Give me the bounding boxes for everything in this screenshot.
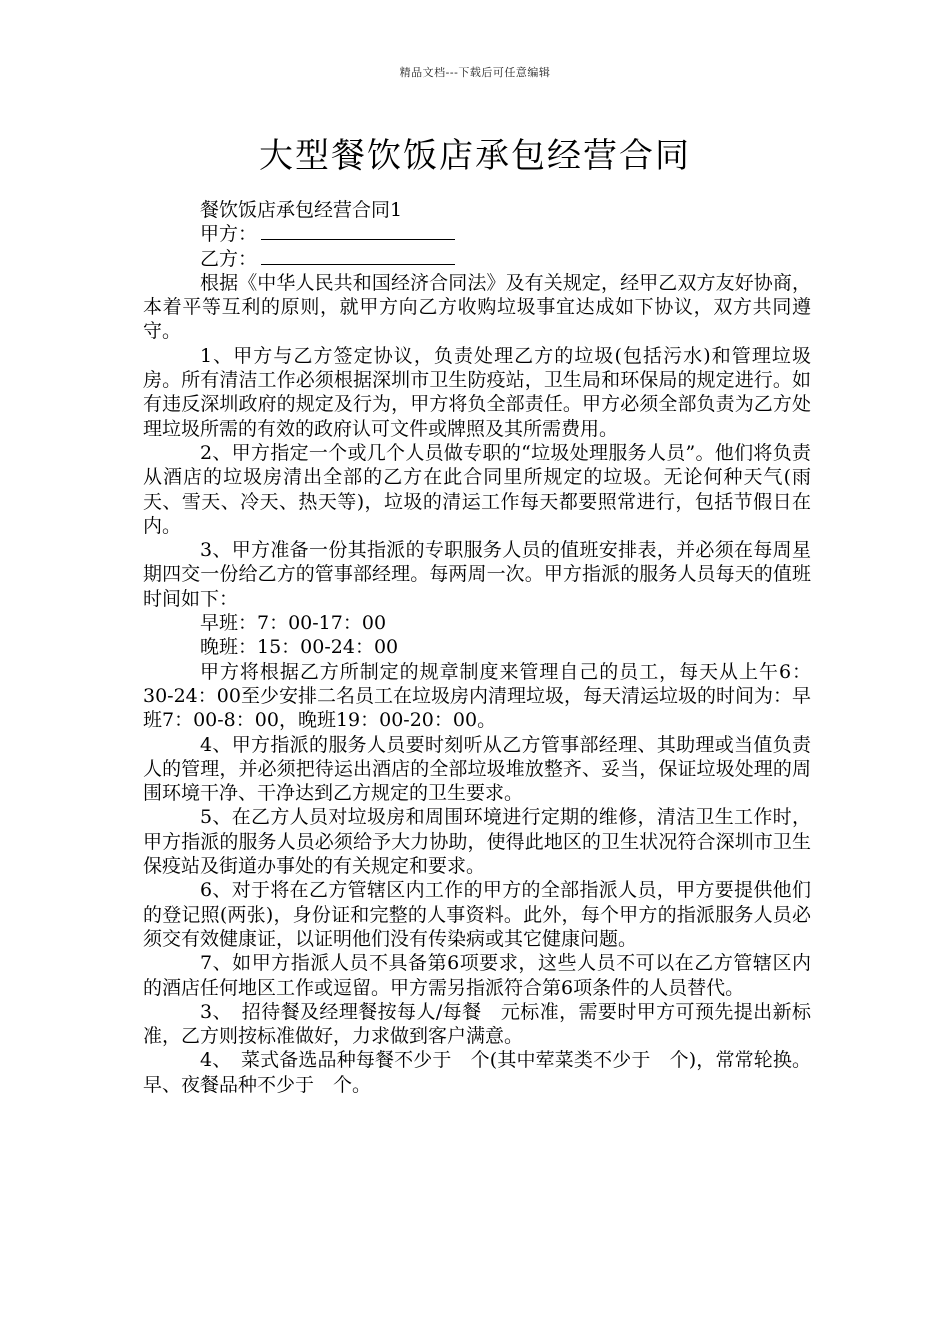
party-a-label: 甲方： [200,223,258,246]
paragraph-2: 2、甲方指定一个或几个人员做专职的“垃圾处理服务人员”。他们将负责从酒店的垃圾房清出全部的乙方在此合同里所规定的垃圾。无论何种天气(雨天、雪天、冷天、热天等)，垃圾的清运工作每天都要照常进行，包括节假日在内。 [143,441,811,537]
document-body [143,198,811,1097]
paragraph-8: 3、 招待餐及经理餐按每人/每餐 元标准，需要时甲方可预先提出新标准，乙方则按标准做好，力求做到客户满意。 [143,1000,811,1048]
party-b-label: 乙方： [200,247,258,270]
shift-evening: 晚班：15：00-24：00 [200,636,399,659]
party-b-line [143,247,811,271]
paragraph-1: 1、甲方与乙方签定协议，负责处理乙方的垃圾(包括污水)和管理垃圾房。所有清洁工作必须根据深圳市卫生防疫站，卫生局和环保局的规定进行。如有违反深圳政府的规定及行为，甲方将负全部责任。甲方必须全部负责为乙方处理垃圾所需的有效的政府认可文件或牌照及其所需费用。 [143,344,811,440]
document-title: 大型餐饮饭店承包经营合同 [259,136,691,176]
header-note: 精品文档---下载后可任意编辑 [399,66,551,79]
paragraph-6: 6、对于将在乙方管辖区内工作的甲方的全部指派人员，甲方要提供他们的登记照(两张)，身份证和完整的人事资料。此外，每个甲方的指派服务人员必须交有效健康证，以证明他们没有传染病或其它健康问题。 [143,879,811,950]
paragraph-4: 4、甲方指派的服务人员要时刻听从乙方管事部经理、其助理或当值负责人的管理，并必须把待运出酒店的全部垃圾堆放整齐、妥当，保证垃圾处理的周围环境干净、干净达到乙方规定的卫生要求。 [143,733,811,805]
paragraph-9: 4、 菜式备选品种每餐不少于 个(其中荤菜类不少于 个)，常常轮换。早、夜餐品种不少于 个。 [143,1049,811,1096]
shift-morning: 早班：7：00-17：00 [200,612,387,635]
party-a-line [143,222,811,246]
party-b-blank [261,247,455,265]
paragraph-3: 3、甲方准备一份其指派的专职服务人员的值班安排表，并必须在每周星期四交一份给乙方的管事部经理。每两周一次。甲方指派的服务人员每天的值班时间如下： [143,539,811,610]
paragraph-3b: 甲方将根据乙方所制定的规章制度来管理自己的员工，每天从上午6：30-24：00至少安排二名员工在垃圾房内清理垃圾，每天清运垃圾的时间为：早班7：00-8：00，晚班19：00-20：00。 [143,660,811,732]
paragraph-7: 7、如甲方指派人员不具备第6项要求，这些人员不可以在乙方管辖区内的酒店任何地区工作或逗留。甲方需另指派符合第6项条件的人员替代。 [143,952,811,999]
party-a-blank [261,222,455,240]
paragraph-intro: 根据《中华人民共和国经济合同法》及有关规定，经甲乙双方友好协商，本着平等互利的原则，就甲方向乙方收购垃圾事宜达成如下协议，双方共同遵守。 [143,271,811,343]
contract-subtitle: 餐饮饭店承包经营合同1 [200,199,403,221]
paragraph-5: 5、在乙方人员对垃圾房和周围环境进行定期的维修，清洁卫生工作时，甲方指派的服务人员必须给予大力协助，使得此地区的卫生状况符合深圳市卫生保疫站及街道办事处的有关规定和要求。 [143,806,811,878]
